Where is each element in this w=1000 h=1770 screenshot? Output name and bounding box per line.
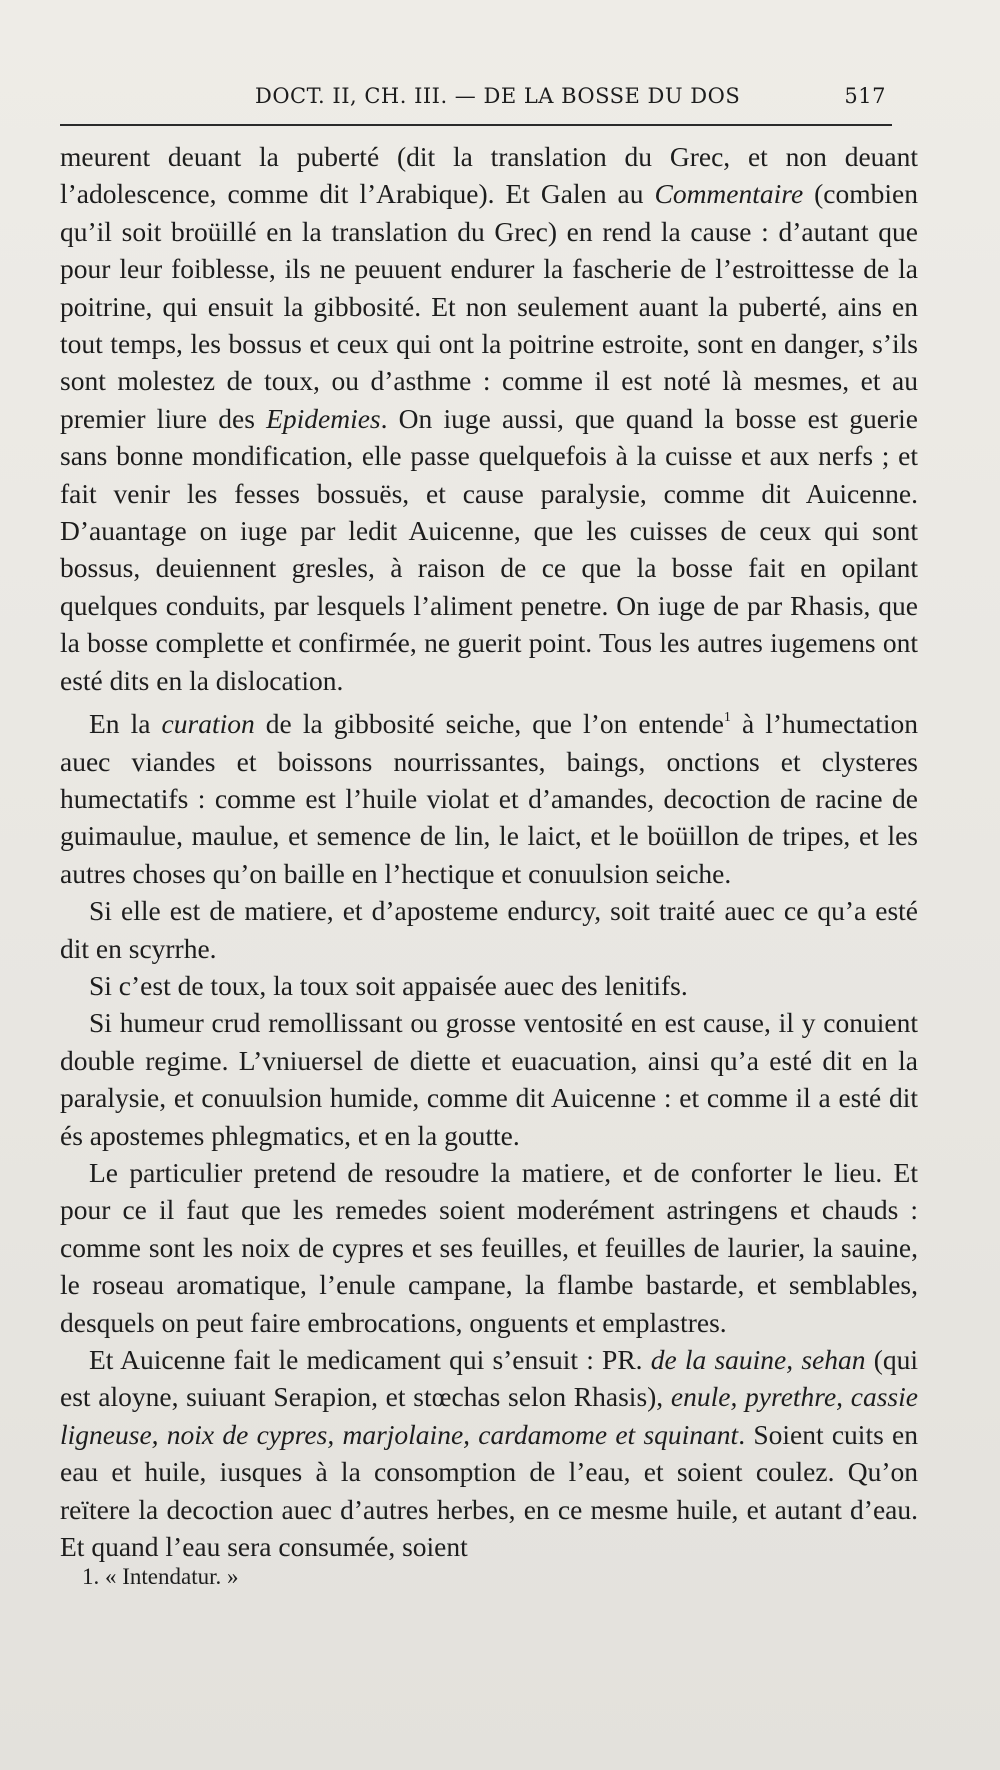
paragraph-3: Si elle est de matiere, et d’aposteme endurcy, soit traité auec ce qu’a esté dit en scyrrhe.	[60, 895, 918, 964]
page-number: 517	[844, 84, 886, 108]
paragraph-2: En la curation de la gibbosité seiche, que l’on entende$^1$ à l’humectation auec viandes et boissons nourrissantes, baings, onctions et clysteres humectatifs : comme est l’huile violat et d’amandes, decoction de racine de guimaulue, maulue, et semence de lin, le laict, et le boüillon de tripes, et les autres choses qu’on baille en l’hectique et conuulsion seiche.	[60, 708, 918, 889]
term-curation: curation	[161, 708, 255, 740]
paragraph-7: Et Auicenne fait le medicament qui s’ensuit : PR. de la sauine, sehan (qui est aloyne, suiuant Serapion, et stœchas selon Rhasis), enule, pyrethre, cassie ligneuse, noix de cypres, marjolaine, cardamome et squinant. Soient cuits en eau et huile, iusques à la consomption de l’eau, et soient coulez. Qu’on reïtere la decoction auec d’autres herbes, en ce mesme huile, et autant d’eau. Et quand l’eau sera consumée, soient	[60, 1344, 918, 1563]
recipe-ingredients-2: enule, pyrethre, cassie ligneuse, noix de cypres, marjolaine, cardamome et squinant	[60, 1381, 918, 1450]
body-text	[60, 138, 918, 1565]
paragraph-4: Si c’est de toux, la toux soit appaisée auec des lenitifs.	[89, 969, 688, 1001]
running-title: DOCT. II, CH. III. — DE LA BOSSE DU DOS	[255, 84, 741, 108]
paragraph-6: Le particulier pretend de resoudre la matiere, et de conforter le lieu. Et pour ce il faut que les remedes soient moderément astringens et chauds : comme sont les noix de cypres et ses feuilles, et feuilles de laurier, la sauine, le roseau aromatique, l’enule campane, la flambe bastarde, et semblables, desquels on peut faire embrocations, onguents et emplastres.	[60, 1156, 918, 1338]
paragraph-5: Si humeur crud remollissant ou grosse ventosité en est cause, il y conuient double regime. L’vniuersel de diette et euacuation, ainsi qu’a esté dit en la paralysie, et conuulsion humide, comme dit Auicenne : et comme il a esté dit és apostemes phlegmatics, et en la goutte.	[60, 1007, 918, 1151]
paragraph-1: meurent deuant la puberté (dit la translation du Grec, et non deuant l’adolescence, comme dit l’Arabique). Et Galen au Commentaire (combien qu’il soit broüillé en la translation du Grec) en rend la cause : d’autant que pour leur foiblesse, ils ne peuuent endurer la fascherie de l’estroittesse de la poitrine, qui ensuit la gibbosité. Et non seulement auant la puberté, ains en tout temps, les bossus et ceux qui ont la poitrine estroite, sont en danger, s’ils sont molestez de toux, ou d’asthme : comme il est noté là mesmes, et au premier liure des Epidemies. On iuge aussi, que quand la bosse est guerie sans bonne mondification, elle passe quelquefois à la cuisse et aux nerfs ; et fait venir les fesses bossuës, et cause paralysie, comme dit Auicenne. D’auantage on iuge par ledit Auicenne, que les cuisses de ceux qui sont bossus, deuiennent gresles, à raison de ce que la bosse fait en opilant quelques conduits, par lesquels l’aliment penetre. On iuge de par Rhasis, que la bosse complette et confirmée, ne guerit point. Tous les autres iugemens ont esté dits en la dislocation.	[60, 141, 918, 696]
header-rule	[60, 124, 892, 126]
title-commentaire: Commentaire	[654, 178, 804, 210]
title-epidemies: Epidemies	[266, 402, 381, 434]
footnote: 1. « Intendatur. »	[82, 1564, 239, 1589]
running-header	[60, 80, 892, 116]
recipe-ingredients-1: de la sauine, sehan	[650, 1344, 866, 1375]
footnote-ref: 1	[723, 710, 731, 726]
